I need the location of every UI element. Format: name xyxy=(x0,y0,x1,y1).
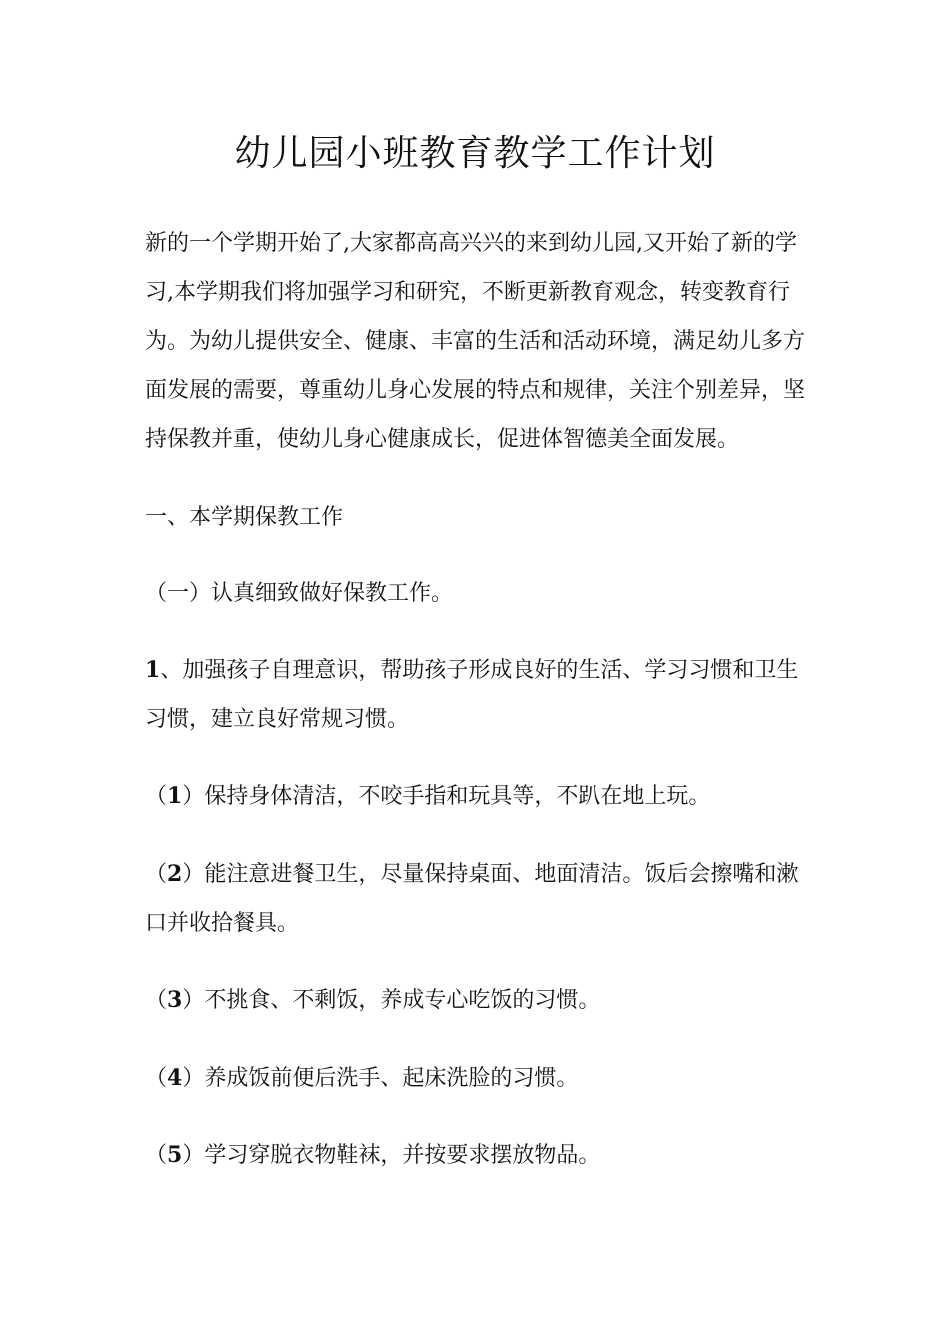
intro-line: 面发展的需要，尊重幼儿身心发展的特点和规律，关注个别差异，坚 xyxy=(145,378,806,403)
item-line: 习惯，建立良好常规习惯。 xyxy=(145,707,410,732)
sub-item-line xyxy=(145,1054,810,1103)
sub-item xyxy=(145,1054,810,1103)
sub-item-number: 4 xyxy=(167,1065,183,1091)
sub-item-text: ）能注意进餐卫生，尽量保持桌面、地面清洁。饭后会擦嘴和漱 xyxy=(182,862,799,887)
sub-item-open-paren: （ xyxy=(145,1143,168,1168)
sub-item-open-paren: （ xyxy=(145,862,168,887)
sub-item-line xyxy=(145,976,810,1025)
subsection-heading xyxy=(145,569,810,618)
sub-item-line: 口并收拾餐具。 xyxy=(145,911,300,936)
intro-line: 习,本学期我们将加强学习和研究，不断更新教育观念，转变教育行 xyxy=(145,280,790,305)
sub-item-line xyxy=(145,772,810,821)
sub-item-number: 1 xyxy=(167,783,183,809)
sub-item-number: 5 xyxy=(167,1142,183,1168)
sub-item-text: ）不挑食、不剩饭，养成专心吃饭的习惯。 xyxy=(182,988,601,1013)
sub-item xyxy=(145,772,810,821)
sub-item-number: 2 xyxy=(167,861,183,887)
intro-line: 为。为幼儿提供安全、健康、丰富的生活和活动环境，满足幼儿多方 xyxy=(145,329,806,354)
sub-item-open-paren: （ xyxy=(145,988,168,1013)
sub-item-text: ）养成饭前便后洗手、起床洗脸的习惯。 xyxy=(182,1066,579,1091)
sub-item xyxy=(145,1131,810,1180)
document-title: 幼儿园小班教育教学工作计划 xyxy=(234,133,716,174)
intro-line: 持保教并重，使幼儿身心健康成长，促进体智德美全面发展。 xyxy=(145,427,740,452)
sub-item-line xyxy=(145,850,810,899)
item-line xyxy=(145,646,810,695)
item-number: 1 xyxy=(145,657,161,683)
sub-item-open-paren: （ xyxy=(145,1066,168,1091)
sub-item-open-paren: （ xyxy=(145,784,168,809)
section-heading xyxy=(145,493,810,542)
sub-item xyxy=(145,850,810,948)
sub-item-line xyxy=(145,1131,810,1180)
section-heading-text: 一、本学期保教工作 xyxy=(145,505,344,530)
numbered-item xyxy=(145,646,810,744)
sub-item-text: ）保持身体清洁，不咬手指和玩具等，不趴在地上玩。 xyxy=(182,784,711,809)
subsection-heading-text: （一）认真细致做好保教工作。 xyxy=(145,581,454,606)
sub-item-number: 3 xyxy=(167,987,183,1013)
item-text: 、加强孩子自理意识，帮助孩子形成良好的生活、学习习惯和卫生 xyxy=(160,658,799,683)
intro-line: 新的一个学期开始了,大家都高高兴兴的来到幼儿园,又开始了新的学 xyxy=(145,231,797,256)
sub-item xyxy=(145,976,810,1025)
sub-item-text: ）学习穿脱衣物鞋袜，并按要求摆放物品。 xyxy=(182,1143,601,1168)
intro-paragraph xyxy=(145,219,810,464)
